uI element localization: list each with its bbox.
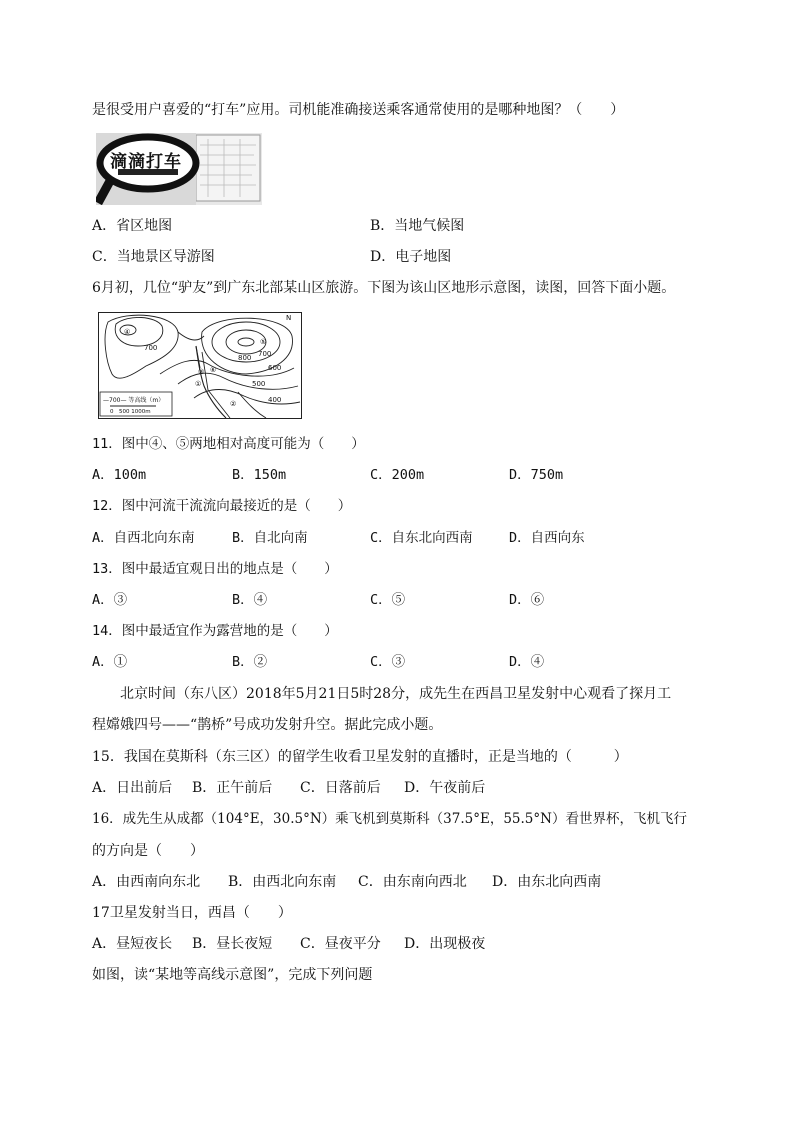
q12-option-d: D．自西向东 xyxy=(509,530,585,546)
legend-scale: 0 500 1000m xyxy=(110,409,151,415)
contour-label-500: 500 xyxy=(252,380,266,388)
q14-option-a: A．① xyxy=(92,654,128,670)
q14-option-c: C．③ xyxy=(370,654,406,670)
q13-stem: 13．图中最适宜观日出的地点是（ ） xyxy=(92,561,338,577)
map-point-2: ② xyxy=(230,400,237,408)
contour-label-700-left: 700 xyxy=(144,344,158,352)
q16-option-b: B．由西北向东南 xyxy=(228,874,337,890)
q14-option-b: B．② xyxy=(232,654,268,670)
q17-option-d: D．出现极夜 xyxy=(404,936,486,952)
q16-option-d: D．由东北向西南 xyxy=(492,874,602,890)
context-launch-line-2: 程嫦娥四号——“鹊桥”号成功发射升空。据此完成小题。 xyxy=(92,717,443,733)
map-point-1: ① xyxy=(195,380,202,388)
q15-stem: 15．我国在莫斯科（东三区）的留学生收看卫星发射的直播时，正是当地的（ ） xyxy=(92,749,628,765)
q16-option-a: A．由西南向东北 xyxy=(92,874,201,890)
q17-option-c: C．昼夜平分 xyxy=(300,936,381,952)
taxi-app-image xyxy=(96,133,262,205)
map-point-4: ④ xyxy=(124,328,131,336)
intro-line: 是很受用户喜爱的“打车”应用。司机能准确接送乘客通常使用的是哪种地图？（ ） xyxy=(92,102,625,118)
contour-label-400: 400 xyxy=(268,396,282,404)
q11-option-c: C．200m xyxy=(370,467,425,483)
q16-stem-line-2: 的方向是（ ） xyxy=(92,843,204,859)
q15-option-c: C．日落前后 xyxy=(300,780,381,796)
legend-contour: —700— 等高线（m） xyxy=(103,397,165,404)
context-launch-line-1: 北京时间（东八区）2018年5月21日5时28分，成先生在西昌卫星发射中心观看了探月工 xyxy=(120,686,672,702)
contour-label-600: 600 xyxy=(268,364,282,372)
q13-option-a: A．③ xyxy=(92,592,128,608)
q11-option-d: D．750m xyxy=(509,467,564,483)
q14-option-d: D．④ xyxy=(509,654,545,670)
q16-stem-line-1: 16．成先生从成都（104°E，30.5°N）乘飞机到莫斯科（37.5°E，55.5°N）看世界杯，飞机飞行 xyxy=(92,811,687,827)
q17-option-b: B．昼长夜短 xyxy=(192,936,273,952)
q16-option-c: C．由东南向西北 xyxy=(358,874,467,890)
option-a: A．省区地图 xyxy=(92,218,173,234)
north-arrow-label: N xyxy=(286,314,292,322)
q12-option-b: B．自北向南 xyxy=(232,530,308,546)
map-point-5: ⑤ xyxy=(260,338,267,346)
option-d: D．电子地图 xyxy=(370,249,452,265)
q11-stem: 11．图中④、⑤两地相对高度可能为（ ） xyxy=(92,436,365,452)
q11-option-b: B．150m xyxy=(232,467,287,483)
contour-label-800: 800 xyxy=(238,354,252,362)
q12-option-c: C．自东北向西南 xyxy=(370,530,473,546)
context-last: 如图，读“某地等高线示意图”，完成下列问题 xyxy=(92,967,373,983)
q12-option-a: A．自西北向东南 xyxy=(92,530,195,546)
q11-option-a: A．100m xyxy=(92,467,147,483)
q15-option-a: A．日出前后 xyxy=(92,780,173,796)
option-b: B．当地气候图 xyxy=(370,218,465,234)
q17-option-a: A．昼短夜长 xyxy=(92,936,173,952)
context-mountain: 6月初，几位“驴友”到广东北部某山区旅游。下图为该山区地形示意图，读图，回答下面小题。 xyxy=(92,280,676,296)
contour-map xyxy=(98,312,302,419)
q13-option-b: B．④ xyxy=(232,592,268,608)
q13-option-c: C．⑤ xyxy=(370,592,406,608)
q14-stem: 14．图中最适宜作为露营地的是（ ） xyxy=(92,623,338,639)
q17-stem: 17卫星发射当日，西昌（ ） xyxy=(92,905,292,921)
contour-label-700-right: 700 xyxy=(258,350,272,358)
q15-option-b: B．正午前后 xyxy=(192,780,273,796)
q15-option-d: D．午夜前后 xyxy=(404,780,486,796)
option-c: C．当地景区导游图 xyxy=(92,249,215,265)
map-point-6: ⑥ xyxy=(210,366,217,374)
q13-option-d: D．⑥ xyxy=(509,592,545,608)
q12-stem: 12．图中河流干流流向最接近的是（ ） xyxy=(92,498,352,514)
map-point-3: ③ xyxy=(198,368,205,376)
taxi-logo-text: 滴滴打车 xyxy=(110,152,182,172)
